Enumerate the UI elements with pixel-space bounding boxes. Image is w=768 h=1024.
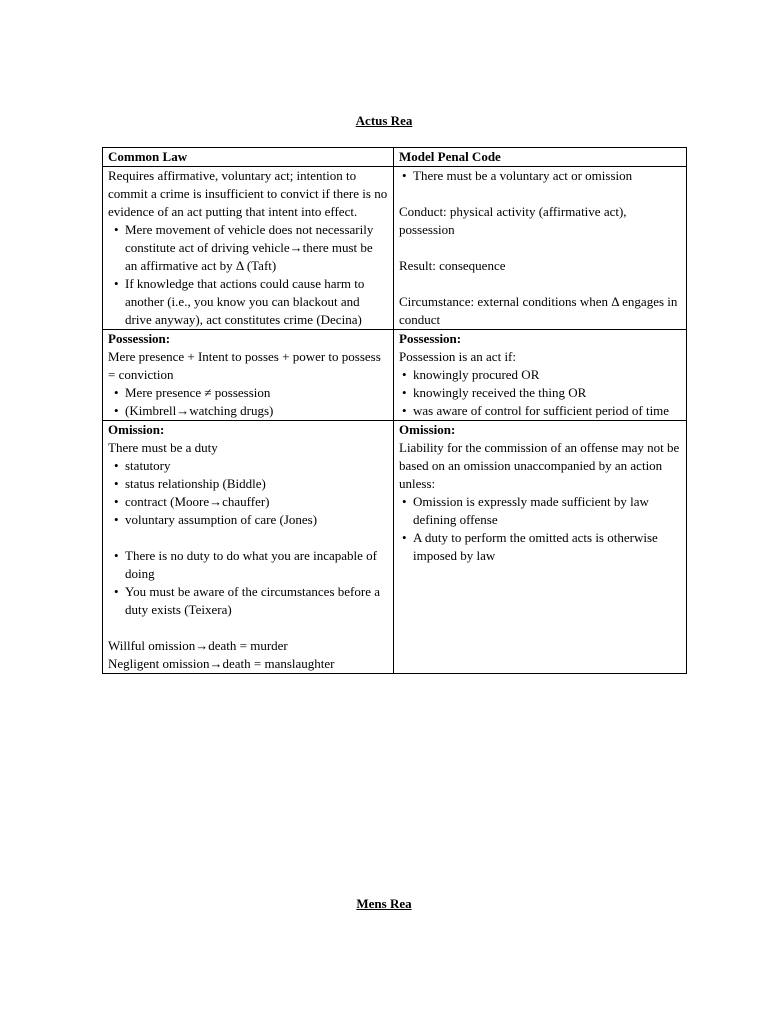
list-item: • was aware of control for sufficient period of time [399,402,681,420]
paragraph: Willful omission→death = murder [108,638,288,653]
cell-common-law-possession [103,330,394,421]
cell-common-law-omission [103,421,394,674]
cell-mpc-possession [394,330,687,421]
bullet-list [399,493,681,565]
list-item: • There must be a voluntary act or omission [399,167,681,185]
cell-subtitle: Omission: [399,422,456,437]
list-item: • knowingly received the thing OR [399,384,681,402]
list-item: • You must be aware of the circumstances before a duty exists (Teixera) [108,583,388,619]
table-row-omission [103,421,687,674]
list-item: • knowingly procured OR [399,366,681,384]
list-item: • (Kimbrell→watching drugs) [108,402,388,420]
paragraph: Possession is an act if: [399,349,516,364]
bullet-list [108,457,388,529]
section-title-actus-rea: Actus Rea [355,113,413,128]
cell-mpc-omission [394,421,687,674]
cell-subtitle: Possession: [399,331,462,346]
section-title-mens-rea: Mens Rea [356,896,412,911]
paragraph: Mere presence + Intent to posses + power to possess = conviction [108,349,381,382]
list-item: • There is no duty to do what you are incapable of doing [108,547,388,583]
list-item: • contract (Moore→chauffer) [108,493,388,511]
column-header-common-law: Common Law [103,148,394,167]
table-row-act [103,167,687,330]
bullet-list [108,547,388,619]
list-item: • Mere presence ≠ possession [108,384,388,402]
cell-mpc-act [394,167,687,330]
bullet-list [108,384,388,420]
cell-common-law-act [103,167,394,330]
bullet-list [399,167,681,185]
list-item: • A duty to perform the omitted acts is otherwise imposed by law [399,529,681,565]
list-item: • Omission is expressly made sufficient by law defining offense [399,493,681,529]
list-item: • If knowledge that actions could cause harm to another (i.e., you know you can blackout and drive anyway), act constitutes crime (Decina) [108,275,388,329]
paragraph: Result: consequence [399,258,506,273]
cell-subtitle: Possession: [108,331,171,346]
table-row-possession [103,330,687,421]
table-header-row [103,148,687,167]
paragraph: Negligent omission→death = manslaughter [108,656,335,671]
paragraph: Conduct: physical activity (affirmative act), possession [399,204,627,237]
list-item: • statutory [108,457,388,475]
paragraph: Liability for the commission of an offense may not be based on an omission unaccompanied by an action unless: [399,440,680,491]
bullet-list [399,366,681,420]
bullet-list [108,221,388,329]
column-header-model-penal-code: Model Penal Code [394,148,687,167]
paragraph: Requires affirmative, voluntary act; intention to commit a crime is insufficient to convict if there is no evidence of an act putting that intent into effect. [108,168,388,219]
list-item: • Mere movement of vehicle does not necessarily constitute act of driving vehicle→there must be an affirmative act by Δ (Taft) [108,221,388,275]
list-item: • voluntary assumption of care (Jones) [108,511,388,529]
paragraph: There must be a duty [108,440,218,455]
paragraph: Circumstance: external conditions when Δ engages in conduct [399,294,678,327]
cell-subtitle: Omission: [108,422,165,437]
list-item: • status relationship (Biddle) [108,475,388,493]
comparison-table [102,147,687,674]
